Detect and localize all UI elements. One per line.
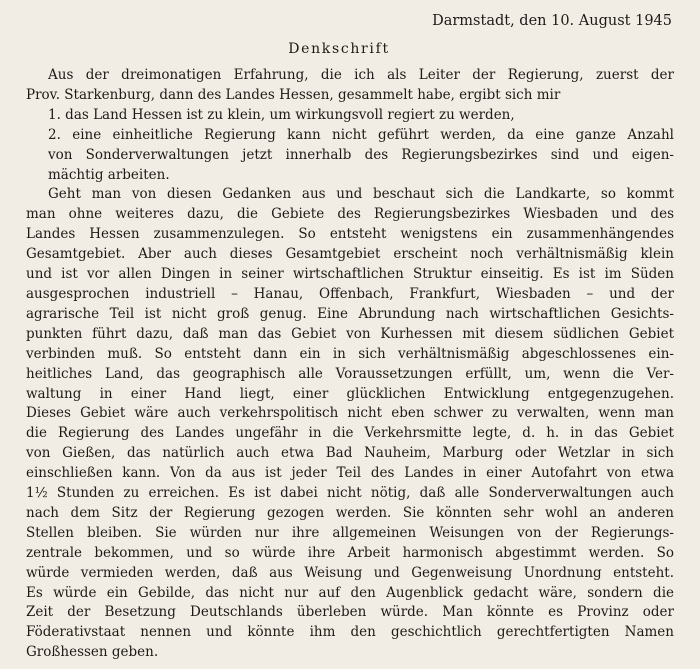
text-line: waltung in einer Hand liegt, einer glücklichen Entwicklung entgegenzugehen. bbox=[26, 385, 674, 402]
document-body bbox=[26, 66, 674, 663]
text-line: Es würde ein Gebilde, das nicht nur auf den Augenblick gedacht wäre, sondern die bbox=[26, 584, 674, 601]
text-line: heitliches Land, das geographisch alle Voraussetzungen erfüllt, um, wenn die Ver- bbox=[26, 365, 674, 382]
text-line: von Gießen, das natürlich auch etwa Bad Nauheim, Marburg oder Wetzlar in sich bbox=[26, 445, 674, 462]
text-line: Aus der dreimonatigen Erfahrung, die ich als Leiter der Regierung, zuerst der bbox=[48, 67, 674, 83]
text-line: Prov. Starkenburg, dann des Landes Hessen, gesammelt habe, ergibt sich mir bbox=[26, 86, 561, 103]
text-line: Geht man von diesen Gedanken aus und beschaut sich die Landkarte, so kommt bbox=[48, 186, 674, 203]
text-line: 1. das Land Hessen ist zu klein, um wirkungsvoll regiert zu werden, bbox=[48, 106, 515, 123]
text-line: Dieses Gebiet wäre auch verkehrspolitisch nicht eben schwer zu verwalten, wenn man bbox=[26, 405, 674, 422]
text-line: Zeit der Besetzung Deutschlands überleben würde. Man könnte es Provinz oder bbox=[26, 604, 674, 621]
text-line: die Regierung des Landes ungefähr in die Verkehrsmitte legte, d. h. in das Gebiet bbox=[26, 425, 674, 442]
text-line: mächtig arbeiten. bbox=[48, 166, 170, 183]
text-line: würde vermieden werden, daß aus Weisung und Gegenweisung Unordnung entsteht. bbox=[26, 564, 674, 581]
text-line: von Sonderverwaltungen jetzt innerhalb des Regierungsbezirkes sind und eigen- bbox=[48, 146, 674, 163]
text-line: 1½ Stunden zu erreichen. Es ist dabei nicht nötig, daß alle Sonderverwaltungen auch bbox=[26, 485, 674, 502]
text-line: Stellen bleiben. Sie würden nur ihre allgemeinen Weisungen von der Regierungs- bbox=[26, 524, 674, 541]
text-line: einschließen kann. Von da aus ist jeder Teil des Landes in einer Autofahrt von etwa bbox=[26, 465, 674, 482]
text-line: ausgesprochen industriell – Hanau, Offenbach, Frankfurt, Wiesbaden – und der bbox=[26, 285, 674, 302]
text-line: nach dem Sitz der Regierung gezogen werden. Sie könnten sehr wohl an anderen bbox=[26, 504, 674, 521]
text-line: punkten führt dazu, daß man das Gebiet von Kurhessen mit diesem südlichen Gebiet bbox=[26, 325, 674, 342]
text-line: verbinden muß. So entsteht dann ein in sich verhältnismäßig abgeschlossenes ein- bbox=[26, 345, 674, 362]
text-line: und ist vor allen Dingen in seiner wirtschaftlichen Struktur einseitig. Es ist im Süden bbox=[26, 266, 674, 283]
document-title: Denkschrift bbox=[288, 41, 390, 57]
text-line: Gesamtgebiet. Aber auch dieses Gesamtgebiet erscheint noch verhältnismäßig klein bbox=[26, 246, 674, 263]
text-line: Großhessen geben. bbox=[26, 644, 159, 661]
text-line: Landes Hessen zusammenzulegen. So entsteht wenigstens ein zusammenhängendes bbox=[26, 226, 674, 243]
text-line: man ohne weiteres dazu, die Gebiete des Regierungsbezirkes Wiesbaden und des bbox=[26, 206, 674, 223]
text-line: agrarische Teil ist nicht groß genug. Eine Abrundung nach wirtschaftlichen Gesichts- bbox=[26, 305, 674, 322]
text-line: Föderativstaat nennen und könnte ihm den geschichtlich gerechtfertigten Namen bbox=[26, 624, 674, 641]
text-line: zentrale bekommen, und so würde ihre Arbeit harmonisch abgestimmt werden. So bbox=[26, 544, 674, 561]
text-line: 2. eine einheitliche Regierung kann nicht geführt werden, da eine ganze Anzahl bbox=[48, 126, 674, 143]
date-line: Darmstadt, den 10. August 1945 bbox=[432, 13, 672, 29]
